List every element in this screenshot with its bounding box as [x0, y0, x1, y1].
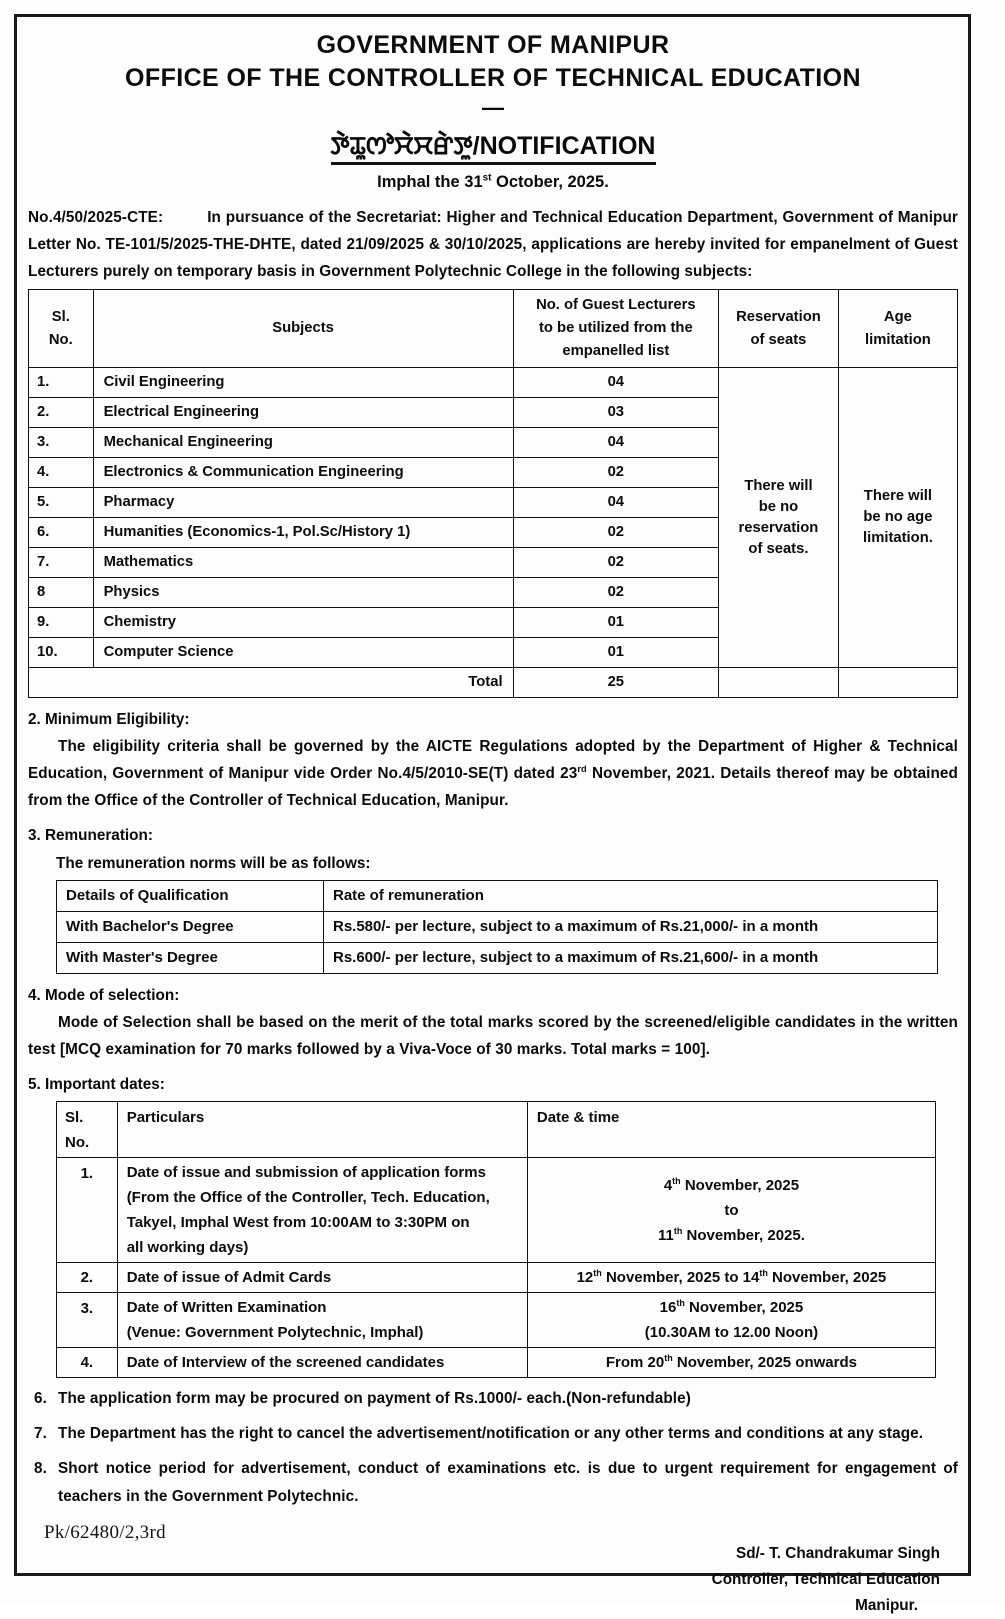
table-header-row	[57, 1102, 936, 1158]
signatory-state: Manipur.	[855, 1597, 918, 1614]
cell-sl: 1.	[57, 1158, 118, 1263]
cell-sl: 2.	[29, 398, 94, 428]
notification-title-english: /NOTIFICATION	[472, 132, 656, 160]
cell-reservation-note: There will be no reservation of seats.	[719, 368, 839, 668]
cell-subject: Humanities (Economics-1, Pol.Sc/History 1)	[93, 518, 513, 548]
clause-8	[28, 1455, 958, 1511]
col-header-sl-no: Sl. No.	[29, 290, 94, 368]
cell-subject: Chemistry	[93, 608, 513, 638]
clause-7	[28, 1420, 958, 1448]
col-header-qualification: Details of Qualification	[57, 881, 324, 912]
cell-particulars: Date of Interview of the screened candidates	[117, 1348, 527, 1378]
cell-sl: 3.	[57, 1293, 118, 1348]
cell-date: 12th November, 2025 to 14th November, 2025	[527, 1263, 935, 1293]
intro-paragraph	[28, 204, 958, 285]
signature-block	[28, 1541, 958, 1619]
cell-subject: Physics	[93, 578, 513, 608]
cell-rate: Rs.600/- per lecture, subject to a maximum of Rs.21,600/- in a month	[324, 943, 938, 974]
cell-qualification: With Bachelor's Degree	[57, 912, 324, 943]
cell-age-note: There will be no age limitation.	[838, 368, 957, 668]
col-header-subjects: Subjects	[93, 290, 513, 368]
table-header-row	[57, 881, 938, 912]
cell-count: 02	[513, 578, 718, 608]
cell-sl: 2.	[57, 1263, 118, 1293]
cell-sl: 4.	[29, 458, 94, 488]
cell-qualification: With Master's Degree	[57, 943, 324, 974]
cell-subject: Electronics & Communication Engineering	[93, 458, 513, 488]
cell-sl: 3.	[29, 428, 94, 458]
cell-count: 01	[513, 638, 718, 668]
footer-reference-code: Pk/62480/2,3rd	[44, 1522, 166, 1543]
cell-date: 4th November, 2025 to 11th November, 2025.	[527, 1158, 935, 1263]
cell-date: From 20th November, 2025 onwards	[527, 1348, 935, 1378]
cell-subject: Electrical Engineering	[93, 398, 513, 428]
cell-rate: Rs.580/- per lecture, subject to a maximum of Rs.21,000/- in a month	[324, 912, 938, 943]
total-value: 25	[513, 668, 718, 698]
place-and-date: Imphal the 31st October, 2025.	[377, 172, 609, 191]
signatory-designation: Controller, Technical Education	[711, 1571, 940, 1588]
clause-text: The application form may be procured on payment of Rs.1000/- each.(Non-refundable)	[58, 1390, 691, 1407]
total-reservation-blank	[719, 668, 839, 698]
cell-subject: Mechanical Engineering	[93, 428, 513, 458]
table-row	[57, 1263, 936, 1293]
col-header-age: Age limitation	[838, 290, 957, 368]
reference-number: No.4/50/2025-CTE:	[28, 209, 164, 226]
section3-heading: 3. Remuneration:	[28, 827, 153, 844]
cell-sl: 4.	[57, 1348, 118, 1378]
section5-heading: 5. Important dates:	[28, 1076, 165, 1093]
col-header-rate: Rate of remuneration	[324, 881, 938, 912]
table-row	[57, 1348, 936, 1378]
section3-subheading: The remuneration norms will be as follows:	[56, 855, 371, 872]
table-row	[57, 912, 938, 943]
subjects-table	[28, 289, 958, 698]
cell-particulars: Date of issue of Admit Cards	[117, 1263, 527, 1293]
notification-heading	[331, 131, 656, 165]
section2-body: The eligibility criteria shall be governed by the AICTE Regulations adopted by the Department of Higher & Technical Education, Government of Manipur vide Order No.4/5/2010-SE(T) dated 23rd November, 2021. Details thereof may be obtained from the Office of the Controller of Technical Education, Manipur.	[28, 738, 958, 809]
section2-heading: 2. Minimum Eligibility:	[28, 711, 190, 728]
cell-count: 01	[513, 608, 718, 638]
col-header-reservation: Reservation of seats	[719, 290, 839, 368]
clause-6	[28, 1385, 958, 1413]
cell-sl: 6.	[29, 518, 94, 548]
col-header-particulars: Particulars	[117, 1102, 527, 1158]
cell-sl: 8	[29, 578, 94, 608]
clause-number: 7.	[34, 1425, 47, 1442]
section4-heading: 4. Mode of selection:	[28, 987, 180, 1004]
header-divider: —	[482, 95, 504, 120]
cell-particulars: Date of issue and submission of application forms (From the Office of the Controller, Tech. Education, Takyel, Imphal West from 10:00AM to 3:30PM on all working days)	[117, 1158, 527, 1263]
signatory-name: Sd/- T. Chandrakumar Singh	[736, 1545, 940, 1562]
cell-count: 02	[513, 548, 718, 578]
cell-sl: 1.	[29, 368, 94, 398]
table-row	[57, 943, 938, 974]
cell-count: 04	[513, 428, 718, 458]
cell-particulars: Date of Written Examination (Venue: Government Polytechnic, Imphal)	[117, 1293, 527, 1348]
table-header-row	[29, 290, 958, 368]
clause-text: Short notice period for advertisement, conduct of examinations etc. is due to urgent requirement for engagement of teachers in the Government Polytechnic.	[58, 1460, 958, 1505]
clause-number: 8.	[34, 1460, 47, 1477]
cell-subject: Civil Engineering	[93, 368, 513, 398]
table-total-row	[29, 668, 958, 698]
clause-number: 6.	[34, 1390, 47, 1407]
cell-count: 04	[513, 368, 718, 398]
cell-count: 04	[513, 488, 718, 518]
col-header-date-time: Date & time	[527, 1102, 935, 1158]
clause-text: The Department has the right to cancel the advertisement/notification or any other terms and conditions at any stage.	[58, 1425, 924, 1442]
cell-subject: Pharmacy	[93, 488, 513, 518]
total-label: Total	[29, 668, 514, 698]
cell-subject: Mathematics	[93, 548, 513, 578]
notification-heading-wrap	[28, 131, 958, 165]
govt-title: GOVERNMENT OF MANIPUR	[316, 31, 670, 59]
cell-sl: 7.	[29, 548, 94, 578]
cell-sl: 9.	[29, 608, 94, 638]
notification-title-meitei: ꯇꯥꯊꯨꯁꯣꯆꯥꯆꯔꯥꯇꯨ	[330, 131, 473, 160]
cell-count: 02	[513, 458, 718, 488]
important-dates-table	[56, 1101, 936, 1378]
table-row	[57, 1293, 936, 1348]
cell-count: 03	[513, 398, 718, 428]
cell-date: 16th November, 2025 (10.30AM to 12.00 Noon)	[527, 1293, 935, 1348]
total-age-blank	[838, 668, 957, 698]
notification-body	[22, 20, 964, 1619]
intro-text: In pursuance of the Secretariat: Higher and Technical Education Department, Government of Manipur Letter No. TE-101/5/2025-THE-DHTE, dated 21/09/2025 & 30/10/2025, applications are hereby invited for empanelment of Guest Lecturers purely on temporary basis in Government Polytechnic College in the following subjects:	[28, 209, 958, 280]
office-title: OFFICE OF THE CONTROLLER OF TECHNICAL EDUCATION	[125, 64, 861, 92]
table-row	[29, 368, 958, 398]
table-row	[57, 1158, 936, 1263]
cell-count: 02	[513, 518, 718, 548]
col-header-sl-no: Sl. No.	[57, 1102, 118, 1158]
remuneration-table	[56, 880, 938, 974]
cell-subject: Computer Science	[93, 638, 513, 668]
section4-body: Mode of Selection shall be based on the merit of the total marks scored by the screened/eligible candidates in the written test [MCQ examination for 70 marks followed by a Viva-Voce of 30 marks. Total marks = 100].	[28, 1014, 958, 1058]
cell-sl: 10.	[29, 638, 94, 668]
col-header-guest-lecturers: No. of Guest Lecturers to be utilized from the empanelled list	[513, 290, 718, 368]
cell-sl: 5.	[29, 488, 94, 518]
